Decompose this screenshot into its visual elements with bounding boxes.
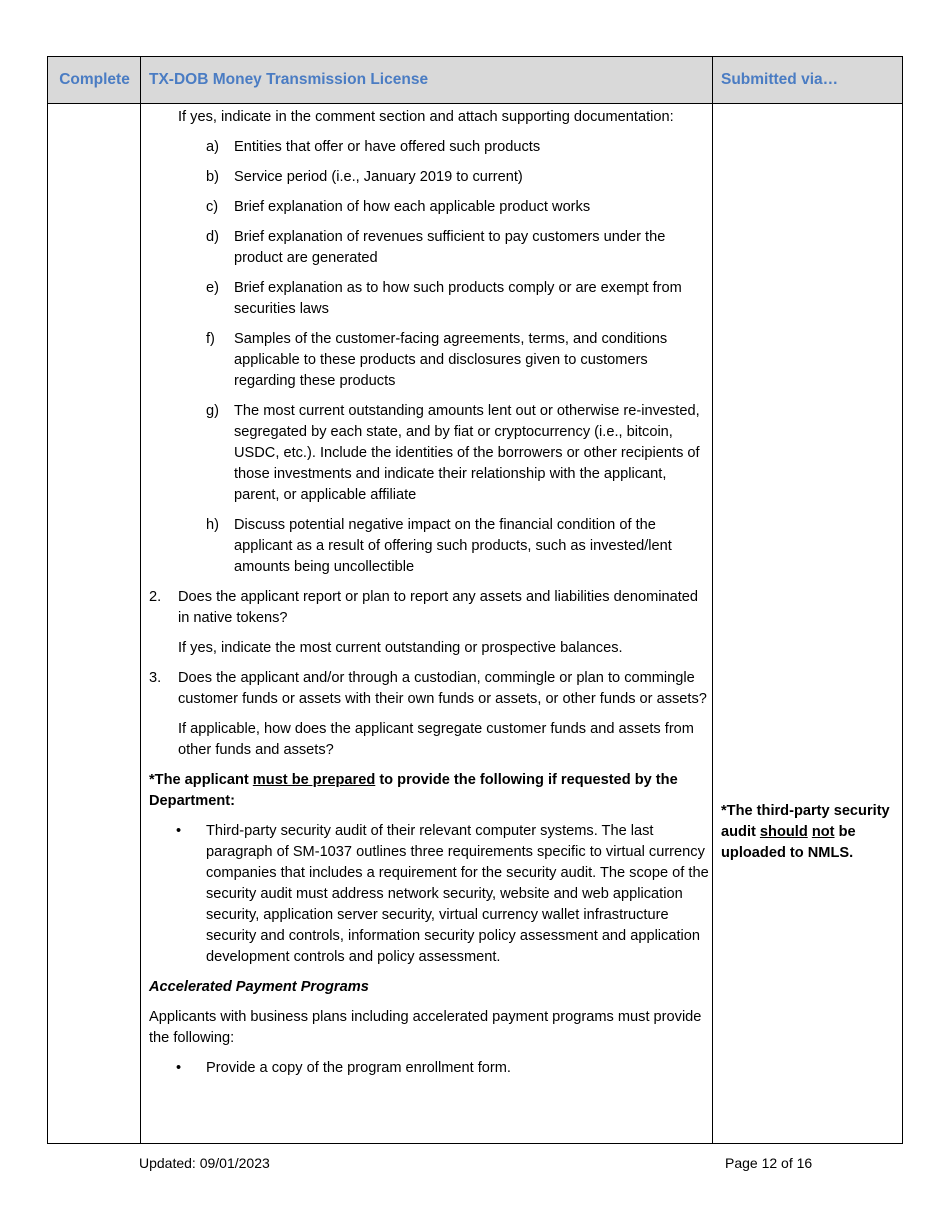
footer-page-number: Page 12 of 16 (725, 1155, 813, 1171)
side-note: *The third-party security audit should not be uploaded to NMLS. (721, 803, 890, 861)
question-2-followup: If yes, indicate the most current outstanding or prospective balances. (178, 640, 623, 656)
intro-text: If yes, indicate in the comment section and attach supporting documentation: (178, 109, 674, 125)
section-heading: Accelerated Payment Programs (149, 979, 369, 995)
list-item: b) Service period (i.e., January 2019 to current) (206, 169, 523, 185)
list-item: c) Brief explanation of how each applicable product works (206, 199, 591, 215)
header-submitted-via: Submitted via… (721, 71, 839, 88)
list-item: h) Discuss potential negative impact on the financial condition of the applicant as a result of offering such products, such as invested/lent amounts being uncollectible (206, 517, 672, 575)
question-3: 3. Does the applicant and/or through a custodian, commingle or plan to commingle customer funds or assets with their own funds or assets, or other funds or assets? (149, 670, 707, 707)
prepared-notice: *The applicant must be prepared to provide the following if requested by the Department: (149, 772, 678, 809)
header-license: TX-DOB Money Transmission License (149, 71, 429, 88)
column-divider (712, 57, 713, 1143)
list-item: a) Entities that offer or have offered such products (206, 139, 541, 155)
list-item: • Third-party security audit of their relevant computer systems. The last paragraph of SM-1037 outlines three requirements specific to virtual currency companies that includes a requirement for the security audit. The scope of the security audit must address network security, website and web application security, application server security, virtual currency wallet infrastructure security and controls, information security policy assessment and application development controls and policy assessment. (176, 823, 709, 965)
column-divider (140, 57, 141, 1143)
list-item: f) Samples of the customer-facing agreements, terms, and conditions applicable to these products and disclosures given to customers regarding these products (206, 331, 668, 389)
list-item: • Provide a copy of the program enrollment form. (176, 1060, 511, 1076)
accel-text: Applicants with business plans including accelerated payment programs must provide the following: (149, 1009, 702, 1046)
list-item: d) Brief explanation of revenues sufficient to pay customers under the product are generated (206, 229, 666, 266)
requirements-table (47, 56, 903, 1144)
question-2: 2. Does the applicant report or plan to report any assets and liabilities denominated in native tokens? (149, 589, 699, 626)
list-item: e) Brief explanation as to how such products comply or are exempt from securities laws (206, 280, 682, 317)
table-header-row (48, 57, 902, 104)
question-3-followup: If applicable, how does the applicant segregate customer funds and assets from other funds and assets? (178, 721, 694, 758)
header-complete: Complete (59, 71, 130, 88)
footer-updated: Updated: 09/01/2023 (139, 1155, 270, 1171)
list-item: g) The most current outstanding amounts lent out or otherwise re-invested, segregated by each state, and by fiat or cryptocurrency (i.e., bitcoin, USDC, etc.). Include the identities of the borrowers or other recipients of those investments and indicate their relationship with the applicant, parent, or applicable affiliate (206, 403, 700, 503)
requirements-content (149, 104, 709, 1079)
